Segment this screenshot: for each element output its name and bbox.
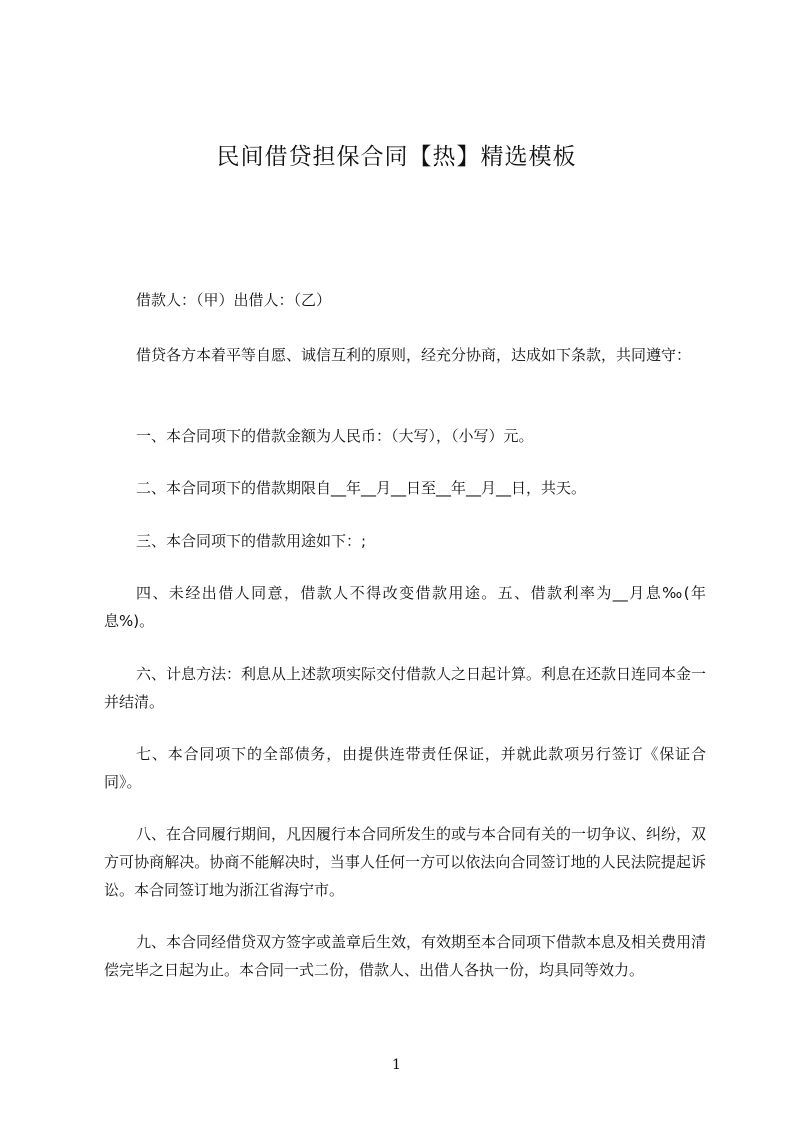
clause-6: 六、计息方法：利息从上述款项实际交付借款人之日起计算。利息在还款日连同本金一并结清。 [104,665,707,711]
clause-4-5: 四、未经出借人同意，借款人不得改变借款用途。五、借款利率为__月息‰(年息%)。 [104,584,706,630]
clause-9: 九、本合同经借贷双方签字或盖章后生效，有效期至本合同项下借款本息及相关费用清偿完毕之日起为止。本合同一式二份，借款人、出借人各执一份，均具同等效力。 [104,933,707,979]
page-number: 1 [392,1057,401,1073]
parties-line: 借款人：（甲）出借人：（乙） [136,291,332,309]
clause-1: 一、本合同项下的借款金额为人民币：（大写），（小写）元。 [136,427,534,445]
clause-3: 三、本合同项下的借款用途如下：; [136,532,367,550]
clause-2: 二、本合同项下的借款期限自__年__月__日至__年__月__日，共天。 [136,479,587,497]
clause-8: 八、在合同履行期间，凡因履行本合同所发生的或与本合同有关的一切争议、纠纷，双方可协商解决。协商不能解决时，当事人任何一方可以依法向合同签订地的人民法院提起诉讼。本合同签订地为浙江省海宁市。 [104,825,707,899]
clause-7: 七、本合同项下的全部债务，由提供连带责任保证，并就此款项另行签订《保证合同》。 [104,745,706,791]
intro-paragraph: 借贷各方本着平等自愿、诚信互利的原则，经充分协商，达成如下条款，共同遵守： [136,346,692,364]
page-title: 民间借贷担保合同【热】精选模板 [216,144,577,170]
